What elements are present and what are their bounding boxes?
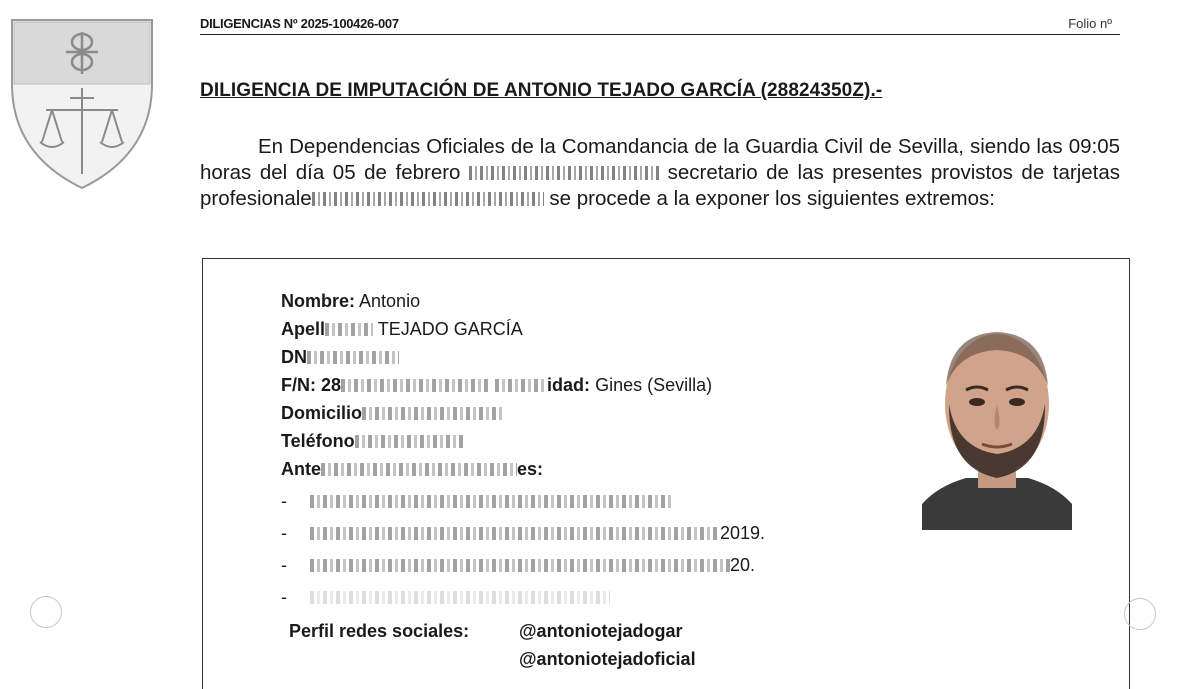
social-handle-2: @antoniotejadoficial [519,649,696,669]
social-handle-1: @antoniotejadogar [519,621,683,641]
fn-label: F/N: [281,375,316,395]
punch-hole-right [1124,598,1156,630]
body-paragraph [200,134,1120,212]
document-title: DILIGENCIA DE IMPUTACIÓN DE ANTONIO TEJADO GARCÍA (28824350Z).- [200,80,883,101]
dni-label: DN [281,347,307,367]
redacted-text [362,407,502,420]
punch-hole-left [30,596,62,628]
redacted-text [312,192,544,206]
antecedent-item [281,523,765,544]
fn-value: 28 [321,375,342,395]
phone-row [281,431,465,452]
birth-locality-row [281,375,712,396]
social-label: Perfil redes sociales: [289,621,470,641]
locality-value: Gines (Sevilla) [595,375,713,395]
address-label: Domicilio [281,403,363,423]
antecedent-suffix: 20. [730,555,756,575]
surname-label: Apell [281,319,326,339]
antecedent-bullet: - [281,523,287,543]
redacted-text [310,527,720,540]
dni-row [281,347,399,368]
antecedent-item [281,491,672,512]
surname-value: TEJADO GARCÍA [377,319,523,339]
redacted-text [307,351,399,364]
antecedent-bullet: - [281,587,287,607]
antecedent-item [281,587,610,608]
redacted-text [341,379,491,392]
redacted-text [310,495,672,508]
redacted-text [310,559,730,572]
folio-label: Folio nº [1068,16,1112,31]
suspect-photo [922,308,1072,530]
surname-row [281,319,523,340]
antecedents-suffix: es: [517,459,544,479]
guardia-civil-emblem [6,14,158,194]
doc-number: DILIGENCIAS Nº 2025-100426-007 [200,16,399,31]
name-row [281,291,420,312]
redacted-text [325,323,373,336]
address-row [281,403,502,424]
paragraph-part-1: En Dependencias Oficiales de la Comandancia de la Guardia Civil de Sevilla, siendo las 09:05 horas del día 05 de febrero [200,135,1120,184]
antecedents-header [281,459,543,480]
redacted-text [355,435,465,448]
antecedent-suffix: 2019. [720,523,766,543]
antecedents-label: Ante [281,459,321,479]
phone-label: Teléfono [281,431,355,451]
antecedent-bullet: - [281,555,287,575]
redacted-text [321,463,517,476]
name-label: Nombre: [281,291,356,311]
paragraph-part-3: se procede a la exponer los siguientes extremos: [549,187,995,210]
name-value: Antonio [359,291,421,311]
paragraph-part-2: secretario de las presentes provistos de tarjetas profesionale [200,161,1121,210]
document-header [200,10,1120,35]
antecedent-item [281,555,755,576]
redacted-text [469,166,659,180]
locality-label: idad: [547,375,591,395]
redacted-text [310,591,610,604]
redacted-text [495,379,547,392]
antecedent-bullet: - [281,491,287,511]
